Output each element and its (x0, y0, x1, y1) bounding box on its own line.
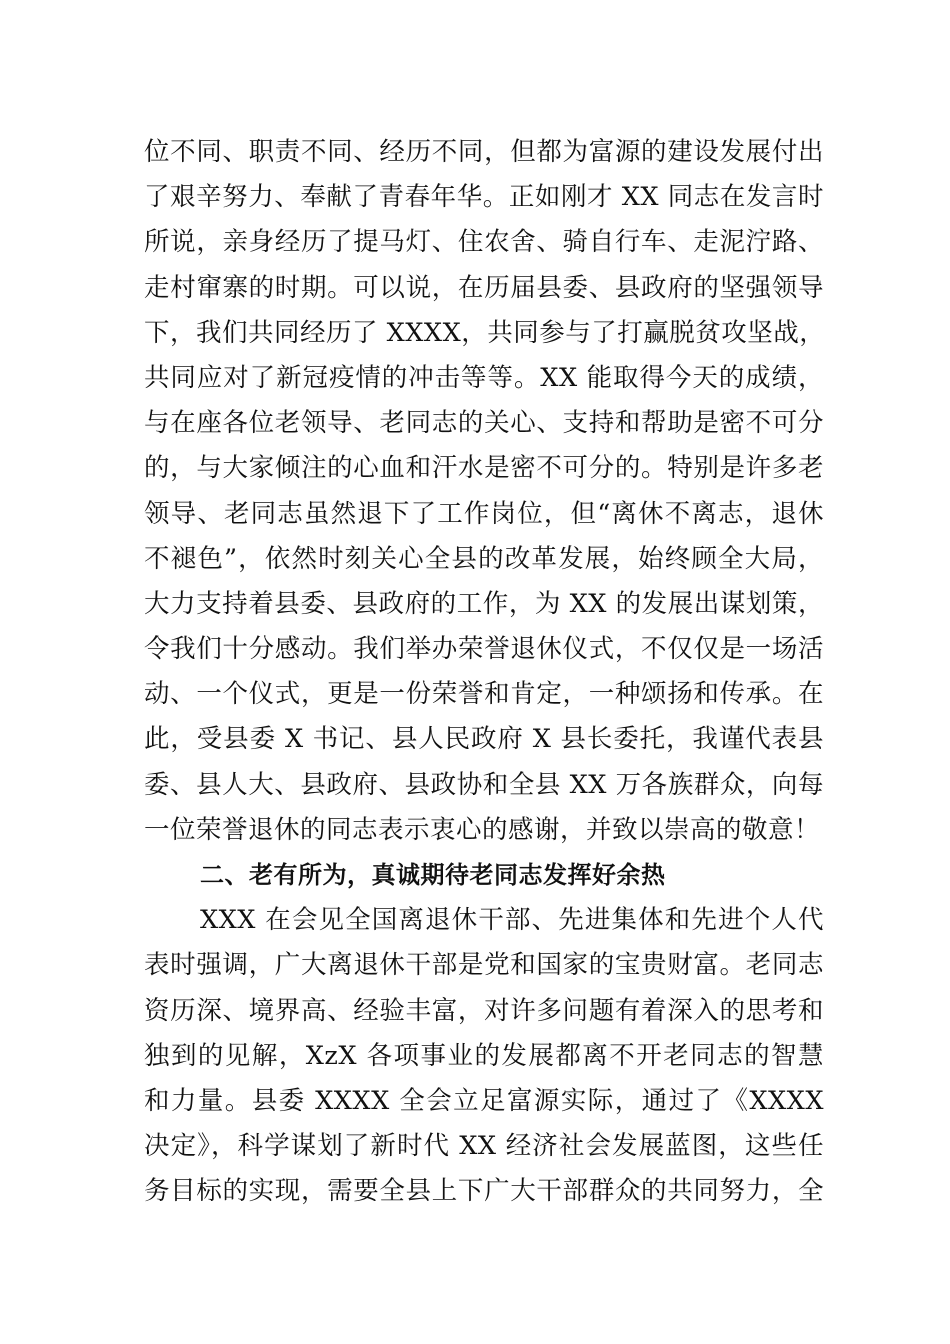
text-line: 资历深、境界高、经验丰富，对许多问题有着深入的思考和 (144, 995, 824, 1026)
text-line: 独到的见解，XzX 各项事业的发展都离不开老同志的智慧 (144, 1040, 824, 1071)
text-line: 与在座各位老领导、老同志的关心、支持和帮助是密不可分 (144, 408, 824, 439)
text-line: 的，与大家倾注的心血和汗水是密不可分的。特别是许多老 (144, 453, 824, 484)
text-line: 委、县人大、县政府、县政协和全县 XX 万各族群众，向每 (144, 769, 824, 800)
text-line: 了艰辛努力、奉献了青春年华。正如刚才 XX 同志在发言时 (144, 182, 824, 213)
text-line: 决定》，科学谋划了新时代 XX 经济社会发展蓝图，这些任 (144, 1131, 824, 1162)
text-line: 领导、老同志虽然退下了工作岗位，但“离休不离志，退休 (144, 498, 824, 529)
paragraph-2 (144, 898, 824, 1214)
text-line: 位不同、职责不同、经历不同，但都为富源的建设发展付出 (144, 137, 824, 167)
section-heading: 二、老有所为，真诚期待老同志发挥好余热 (200, 861, 666, 889)
text-line: 一位荣誉退休的同志表示衷心的感谢，并致以崇高的敬意！ (144, 814, 821, 845)
text-line: 大力支持着县委、县政府的工作，为 XX 的发展出谋划策， (144, 588, 824, 619)
paragraph-1 (144, 130, 824, 853)
text-line: XXX 在会见全国离退休干部、先进集体和先进个人代 (200, 905, 824, 936)
text-line: 令我们十分感动。我们举办荣誉退休仪式，不仅仅是一场活 (144, 634, 824, 665)
text-line: 此，受县委 X 书记、县人民政府 X 县长委托，我谨代表县 (144, 724, 824, 755)
text-line: 动、一个仪式，更是一份荣誉和肯定，一种颂扬和传承。在 (144, 679, 824, 710)
text-line: 共同应对了新冠疫情的冲击等等。XX 能取得今天的成绩， (144, 362, 824, 393)
text-line: 和力量。县委 XXXX 全会立足富源实际，通过了《XXXX (144, 1085, 824, 1116)
document-body (144, 130, 824, 1215)
text-line: 走村窜寨的时期。可以说，在历届县委、县政府的坚强领导 (144, 272, 824, 303)
text-line: 所说，亲身经历了提马灯、住农舍、骑自行车、走泥泞路、 (144, 227, 824, 258)
text-line: 务目标的实现，需要全县上下广大干部群众的共同努力，全 (144, 1176, 824, 1207)
text-line: 下，我们共同经历了 XXXX，共同参与了打赢脱贫攻坚战， (144, 317, 826, 348)
text-line: 表时强调，广大离退休干部是党和国家的宝贵财富。老同志 (144, 950, 824, 981)
text-line: 不褪色”，依然时刻关心全县的改革发展，始终顾全大局， (144, 543, 824, 574)
